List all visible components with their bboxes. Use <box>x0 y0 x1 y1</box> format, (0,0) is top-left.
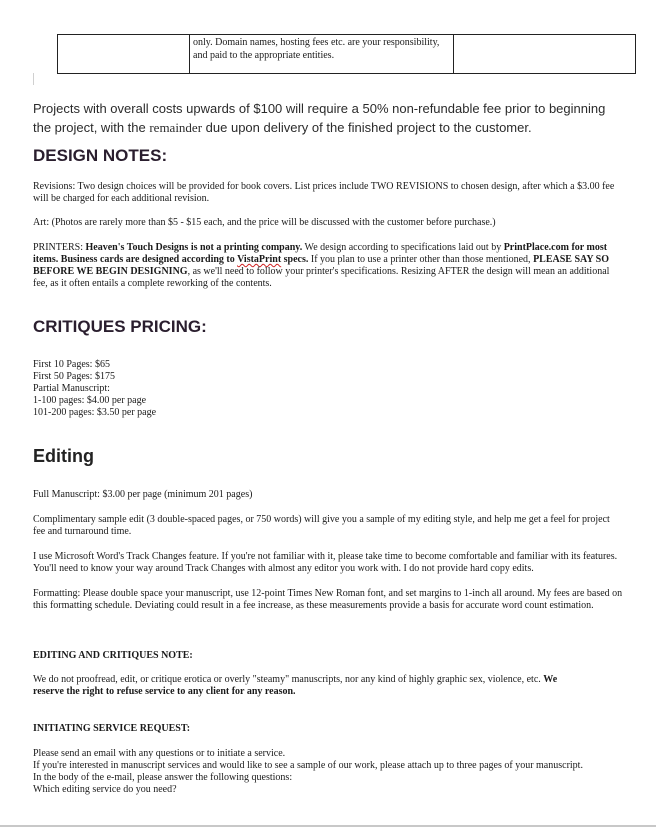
list-item: First 50 Pages: $175 <box>33 371 115 382</box>
critiques-price-list <box>33 359 623 419</box>
content-restriction-paragraph: We do not proofread, edit, or critique erotica or overly "steamy" manuscripts, nor any kind of highly graphic sex, violence, etc. We reserve the right to refuse service to any client for any reason. <box>33 674 558 697</box>
text-cursor-marker <box>33 73 34 85</box>
list-item: 1-100 pages: $4.00 per page <box>33 395 147 406</box>
list-item: Partial Manuscript: <box>33 383 110 394</box>
sample-edit-paragraph: Complimentary sample edit (3 double-spaced pages, or 750 words) will give you a sample of my editing style, and help me get a feel for project fee and turnaround time. <box>33 514 610 537</box>
editing-critiques-note-heading: EDITING AND CRITIQUES NOTE: <box>33 650 193 661</box>
full-manuscript-price: Full Manuscript: $3.00 per page (minimum 201 pages) <box>33 489 253 500</box>
table-cell-empty-right <box>454 35 636 74</box>
formatting-paragraph: Formatting: Please double space your manuscript, use 12-point Times New Roman font, and set margins to 1-inch all around. My fees are based on this formatting schedule. Deviating could result in a fee increase, as these measurements provide a basis for accurate word count estimation. <box>33 588 623 611</box>
art-paragraph: Art: (Photos are rarely more than $5 - $15 each, and the price will be discussed with the customer before purchase.) <box>33 217 496 228</box>
pricing-table-fragment <box>57 34 636 74</box>
list-item: First 10 Pages: $65 <box>33 359 110 370</box>
vistaprint-spellcheck: VistaPrint <box>237 254 282 265</box>
table-cell-empty-left <box>58 35 190 74</box>
critiques-pricing-heading: CRITIQUES PRICING: <box>33 317 207 336</box>
remainder-word: remainder <box>149 120 203 135</box>
deposit-policy-paragraph: Projects with overall costs upwards of $100 will require a 50% non-refundable fee prior to beginning the project, with the remainder due upon delivery of the finished project to the customer. <box>33 101 606 135</box>
track-changes-paragraph: I use Microsoft Word's Track Changes feature. If you're not familiar with it, please take time to become comfortable and familiar with its features. You'll need to know your way around Track Changes with almost any editor you work with. I do not provide hard copy edits. <box>33 551 618 574</box>
initiating-request-heading: INITIATING SERVICE REQUEST: <box>33 723 191 734</box>
table-row <box>58 35 636 74</box>
design-notes-heading: DESIGN NOTES: <box>33 146 168 165</box>
list-item: 101-200 pages: $3.50 per page <box>33 407 157 418</box>
printers-paragraph: PRINTERS: Heaven's Touch Designs is not a printing company. We design according to specifications laid out by PrintPlace.com for most items. Business cards are designed according to VistaPrint specs. If you plan to use a printer other than those mentioned, PLEASE SAY SO BEFORE WE BEGIN DESIGNING, as we'll need to follow your printer's specifications. Resizing AFTER the design will mean an additional fee, as it often entails a complete reworking of the contents. <box>33 242 610 289</box>
editing-heading: Editing <box>33 446 94 466</box>
table-cell-description: only. Domain names, hosting fees etc. are your responsibility, and paid to the appropriate entities. <box>190 35 454 74</box>
service-request-paragraph: Please send an email with any questions or to initiate a service. If you're interested in manuscript services and would like to see a sample of our work, please attach up to three pages of your manuscript. In the body of the e-mail, please answer the following questions: Which editing service do you need? <box>33 748 583 795</box>
revisions-paragraph: Revisions: Two design choices will be provided for book covers. List prices include TWO REVISIONS to chosen design, after which a $3.00 fee will be charged for each additional revision. <box>33 181 615 204</box>
